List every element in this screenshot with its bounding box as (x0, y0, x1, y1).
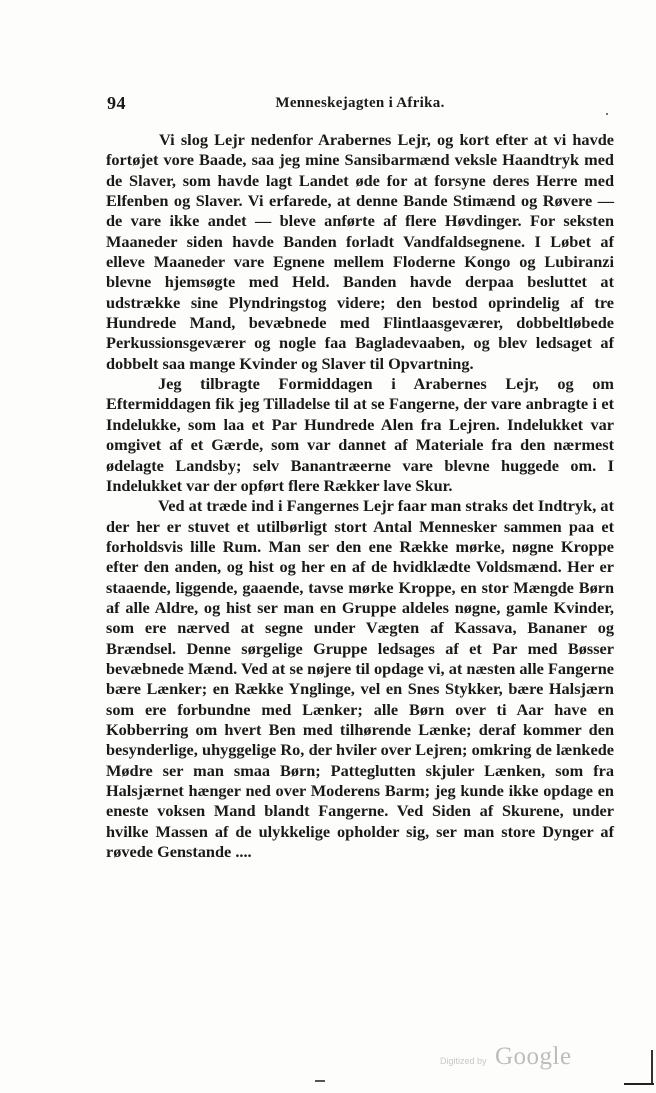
digitized-watermark (440, 1043, 580, 1072)
body-text (106, 130, 614, 862)
page-edge-mark (624, 1083, 654, 1085)
speck-mark (606, 113, 608, 115)
page-edge-tick (651, 1050, 653, 1085)
page-header (107, 93, 613, 117)
watermark-prefix: Digitized by (440, 1056, 487, 1066)
page-number: 94 (107, 93, 126, 113)
paragraph-3: Ved at træde ind i Fangernes Lejr faar man straks det Indtryk, at der her er stuvet et utilbørligt stort Antal Mennesker sammen paa et forholdsvis lille Rum. Man ser den ene Række mørke, nøgne Kroppe efter den anden, og hist og her en af de hvidklædte Voldsmænd. Her er staaende, liggende, gaaende, tavse mørke Kroppe, en stor Mængde Børn af alle Aldre, og hist ser man en Gruppe aldeles nøgne, gamle Kvinder, som ere nærved at segne under Vægten af Kassava, Bananer og Brændsel. Denne sørgelige Gruppe ledsages af et Par med Bøsser bevæbnede Mænd. Ved at se nøjere til opdage vi, at næsten alle Fangerne bære Lænker; en Række Ynglinge, vel en Snes Stykker, bære Halsjærn som ere forbundne med Lænker; alle Børn over ti Aar have en Kobberring om hvert Ben med tilhørende Lænke; deraf kommer den besynderlige, uhyggelige Ro, der hviler over Lejren; omkring de lænkede Mødre ser man smaa Børn; Patteglutten skjuler Lænken, som fra Halsjærnet hænger ned over Moderens Barm; jeg kunde ikke opdage en eneste voksen Mand blandt Fangerne. Ved Siden af Skurene, under hvilke Massen af de ulykkelige opholder sig, ser man store Dynger af røvede Genstande .... (106, 496, 614, 862)
paragraph-1: Vi slog Lejr nedenfor Arabernes Lejr, og kort efter at vi havde fortøjet vore Baade, saa jeg mine Sansibarmænd veksle Haandtryk med de Slaver, som havde lagt Landet øde for at forsyne deres Herre med Elfenben og Slaver. Vi erfarede, at denne Bande Stimænd og Røvere — de vare ikke andet — bleve anførte af flere Høvdinger. For seksten Maaneder siden havde Banden forladt Vandfaldsegnene. I Løbet af elleve Maaneder vare Egnene mellem Floderne Kongo og Lubiranzi blevne hjemsøgte med Held. Banden havde derpaa besluttet at udstrække sine Plyndringstog videre; den bestod oprindelig af tre Hundrede Mand, bevæbnede med Flintlaasgeværer, dobbeltløbede Perkussionsgeværer og nogle faa Bagladevaaben, og blev ledsaget af dobbelt saa mange Kvinder og Slaver til Opvartning. (106, 130, 614, 373)
watermark-brand: Google (495, 1043, 572, 1070)
paragraph-2: Jeg tilbragte Formiddagen i Arabernes Lejr, og om Eftermiddagen fik jeg Tilladelse til at se Fangerne, der vare anbragte i et Indelukke, som laa et Par Hundrede Alen fra Lejren. Indelukket var omgivet af et Gærde, som var dannet af Materiale fra den nærmest ødelagte Landsby; selv Banantræerne vare blevne huggede om. I Indelukket var der opført flere Rækker lave Skur. (106, 374, 614, 495)
footer-dash (315, 1080, 325, 1082)
running-title: Menneskejagten i Afrika. (275, 95, 445, 111)
